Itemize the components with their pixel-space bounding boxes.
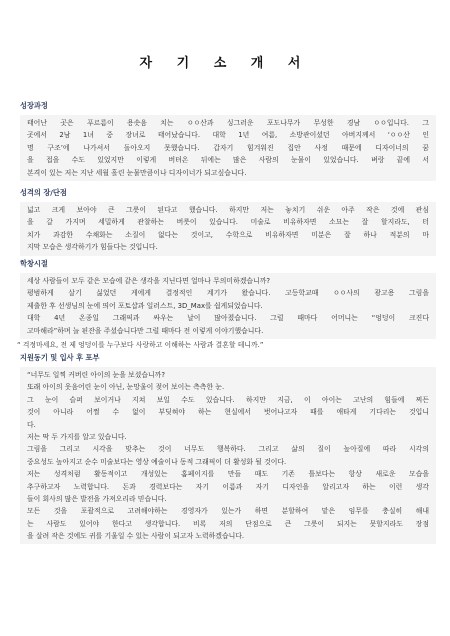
section-heading: 성격의 장/단점: [20, 188, 67, 197]
section-motivation: [20, 353, 436, 544]
section-heading: 학창시절: [20, 259, 48, 268]
body-line: 대학 4년 온종일 그래픽과 싸우는 날이 많아졌습니다. 그럴 때마다 어머니는 “엉덩이 크진다: [27, 314, 429, 323]
body-line: 태어난 곳은 푸르름이 용솟음 치는 ㅇㅇ산과 싱그러운 포도나무가 무성한 경남 ㅇㅇ입니다. 그: [27, 119, 429, 127]
body-line: 본격이 있는 저는 지난 세월 흘린 눈물만큼이나 디자이너가 되고싶습니다.: [27, 168, 247, 177]
section-body: [20, 202, 436, 256]
body-line: 저는 딱 두 가지를 알고 있습니다.: [27, 432, 127, 441]
body-line: 그림을 그리고 시각을 맞추는 것이 너무도 행복하다. 그리고 삶의 질이 높아질에 따라 시각의: [27, 445, 429, 454]
body-line: 또래 아이의 웃음어린 눈이 아닌, 눈망울이 젖어 보이는 측측한 눈.: [27, 383, 225, 392]
body-line: 저는 성격처럼 활동적이고 개성있는 홈페이지를 만들 때도 기존 틀보다는 항상 새로운 모습을: [27, 470, 429, 479]
body-line: 들이 회사의 많은 발전을 가져오리라 믿습니다.: [27, 494, 167, 503]
body-line: 을 접을 수도 있었지만 이렇게 버텨온 뒤에는 많은 사람의 눈물이 있었습니다. 벼랑 끝에 서: [27, 156, 429, 165]
body-line: 명 구조’에 나가셔서 돌아오지 못했습니다. 갑자기 힘겨워진 집안 사정 때문에 디자이너의 꿈: [27, 143, 429, 152]
section-heading: 지원동기 및 입사 후 포부: [20, 353, 100, 362]
body-line: 추구하고자 노력합니다. 돈과 경력보다는 자기 이름과 자기 디자인을 알리고자 하는 이런 생각: [27, 482, 429, 491]
section-personality: [20, 188, 436, 256]
body-line: “너무도 일찍 커버린 아이의 눈을 보셨습니까?: [27, 371, 165, 379]
body-line: 을 살려 작은 것에도 귀를 기울일 수 있는 사람이 되고자 노력하겠습니다.: [27, 532, 245, 541]
body-line: 곳에서 2남 1녀 중 장녀로 태어났습니다. 대학 1년 여름, 소방관이셨던 아버지께서 ‘ㅇㅇ산 인: [27, 131, 429, 140]
body-line: 그 눈이 슬퍼 보이거나 지쳐 보일 수도 있습니다. 하지만 지금, 이 아이는 고난의 힘들에 찌든: [27, 395, 429, 404]
section-body: [20, 273, 436, 339]
section-growth: [20, 101, 436, 181]
section-heading: 성장과정: [20, 101, 48, 110]
body-line: 중요성도 높아지고 순수 미술보다는 영상 예술이나 동적 그래픽이 더 활성화 될 것이다.: [27, 457, 287, 466]
section-school-days: [17, 259, 436, 351]
section-body: [20, 115, 436, 181]
body-line: 평범하게 살기 싫었던 게에게 결정적인 계기가 왔습니다. 고등학교때 ㅇㅇ사의 광고용 그림을: [27, 289, 429, 298]
body-line: 넓고 크게 보아야 큰 그릇이 된다고 했습니다. 하지만 저는 놓치기 쉬운 아주 작은 것에 관심: [27, 206, 429, 214]
body-line: 다.: [27, 420, 36, 429]
body-line: 모든 것을 포괄적으로 고려해야하는 경영자가 있는가 하면 분할하여 맡은 임무를 충실히 해내: [27, 507, 429, 516]
body-line: 치가 과감한 수채화는 소질이 없다는 것이고, 수학으로 비유하자면 미분은 잘 하나 적분의 마: [27, 230, 429, 239]
body-line: 는 사람도 있어야 한다고 생각합니다. 비록 저의 단점으로 큰 그릇이 되지는 못할지라도 장점: [27, 519, 429, 528]
body-line: 고마해라”하며 늘 핀잔을 주셨습니다만 그럴 때마다 전 이렇게 이야기했습니다.: [27, 326, 264, 335]
body-line: 것이 아니라 어쩔 수 없이 부딪혀야 하는 현실에서 벗어나고자 때를 애타게 기다리는 것입니: [27, 408, 429, 417]
quote-line: “ 걱정마세요, 전 제 엉덩이를 누구보다 사랑하고 이해하는 사람과 결혼할 테니까.”: [17, 340, 264, 349]
body-line: 지막 모습은 생각하기가 힘들다는 것입니다.: [27, 243, 158, 252]
section-body: [20, 367, 436, 544]
page-title: 자 기 소 개 서: [139, 56, 311, 71]
body-line: 을 갈 가지며 세밀하게 관찰하는 버릇이 있습니다. 미술로 비유하자면 소묘는 잘 할지라도, 터: [27, 218, 429, 227]
body-line: 세상 사람들이 모두 같은 모습에 같은 생각을 지닌다면 얼마나 무의미하겠습니까?: [27, 277, 271, 285]
body-line: 제출한 후 선생님의 눈에 띄어 포토샵과 일러스트, 3D_Max를 쉽게되었습니다.: [27, 301, 263, 310]
